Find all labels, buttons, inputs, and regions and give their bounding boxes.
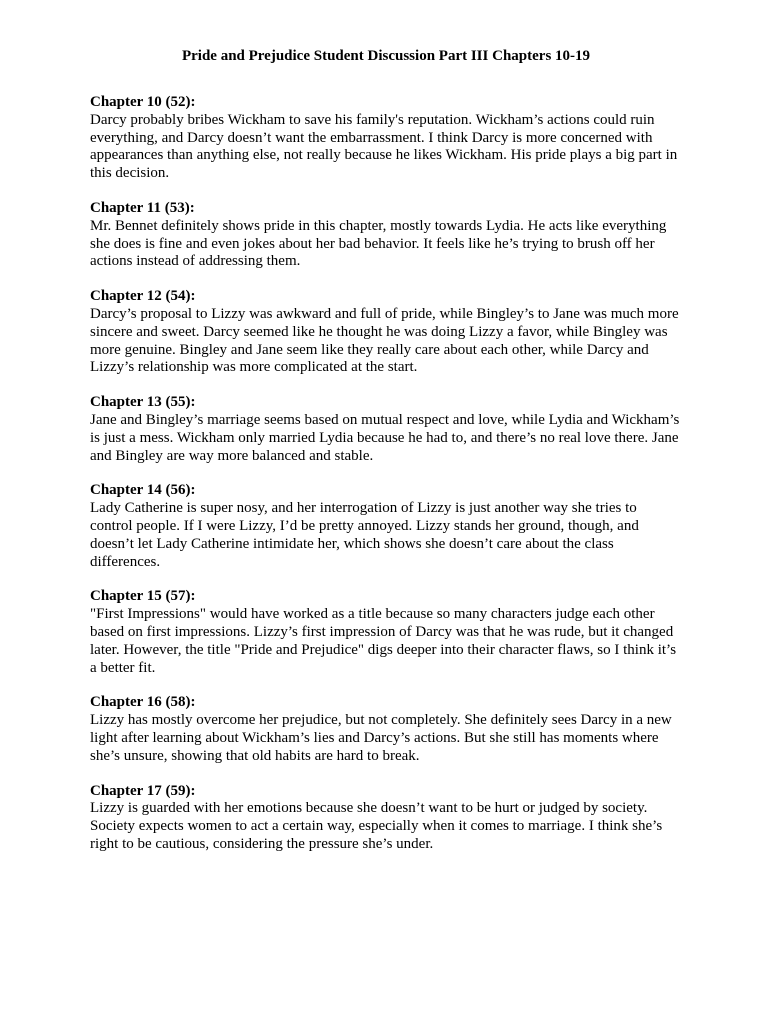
chapter-section-13 xyxy=(90,394,682,465)
chapter-section-15 xyxy=(90,588,682,677)
chapter-response: Mr. Bennet definitely shows pride in this chapter, mostly towards Lydia. He acts like everything she does is fine and even jokes about her bad behavior. It feels like he’s trying to brush off her actions instead of addressing them. xyxy=(90,217,667,270)
chapter-heading: Chapter 17 (59): xyxy=(90,782,196,799)
chapter-section-17 xyxy=(90,783,682,854)
chapter-section-14 xyxy=(90,482,682,571)
chapter-response: Lizzy is guarded with her emotions because she doesn’t want to be hurt or judged by society. Society expects women to act a certain way, especially when it comes to marriage. I think she’s right to be cautious, considering the pressure she’s under. xyxy=(90,800,663,852)
document-title: Pride and Prejudice Student Discussion Part III Chapters 10-19 xyxy=(181,48,591,64)
chapter-response: "First Impressions" would have worked as a title because so many characters judge each other based on first impressions. Lizzy’s first impression of Darcy was that he was rude, but it changed later. However, the title "Pride and Prejudice" digs deeper into their character flaws, so I think it’s a better fit. xyxy=(90,606,677,676)
chapter-heading: Chapter 14 (56): xyxy=(90,482,196,499)
chapter-response: Lady Catherine is super nosy, and her interrogation of Lizzy is just another way she tries to control people. If I were Lizzy, I’d be pretty annoyed. Lizzy stands her ground, though, and doesn’t let Lady Catherine intimidate her, which shows she doesn’t care about the class differences. xyxy=(90,500,639,570)
chapter-section-11 xyxy=(90,200,682,271)
chapter-section-12 xyxy=(90,288,682,377)
chapter-heading: Chapter 11 (53): xyxy=(90,199,195,216)
chapter-heading: Chapter 15 (57): xyxy=(90,588,196,605)
chapter-heading: Chapter 13 (55): xyxy=(90,394,196,411)
chapter-heading: Chapter 12 (54): xyxy=(90,288,196,305)
chapter-response: Lizzy has mostly overcome her prejudice, but not completely. She definitely sees Darcy in a new light after learning about Wickham’s lies and Darcy’s actions. But she still has moments where she’s unsure, showing that old habits are hard to break. xyxy=(90,712,672,764)
chapter-response: Darcy probably bribes Wickham to save his family's reputation. Wickham’s actions could ruin everything, and Darcy doesn’t want the embarrassment. I think Darcy is more concerned with appearances than anything else, not really because he likes Wickham. His pride plays a big part in this decision. xyxy=(90,111,678,182)
chapter-response: Jane and Bingley’s marriage seems based on mutual respect and love, while Lydia and Wickham’s is just a mess. Wickham only married Lydia because he had to, and there’s no real love there. Jane and Bingley are way more balanced and stable. xyxy=(90,411,680,464)
chapter-section-16 xyxy=(90,694,682,765)
chapter-heading: Chapter 16 (58): xyxy=(90,694,196,711)
chapter-heading: Chapter 10 (52): xyxy=(90,94,196,110)
document-page xyxy=(90,45,682,871)
chapter-section-10 xyxy=(90,94,682,183)
chapter-response: Darcy’s proposal to Lizzy was awkward and full of pride, while Bingley’s to Jane was much more sincere and sweet. Darcy seemed like he thought he was doing Lizzy a favor, while Bingley was more genuine. Bingley and Jane seem like they really care about each other, while Darcy and Lizzy’s relationship was more complicated at the start. xyxy=(90,305,679,376)
